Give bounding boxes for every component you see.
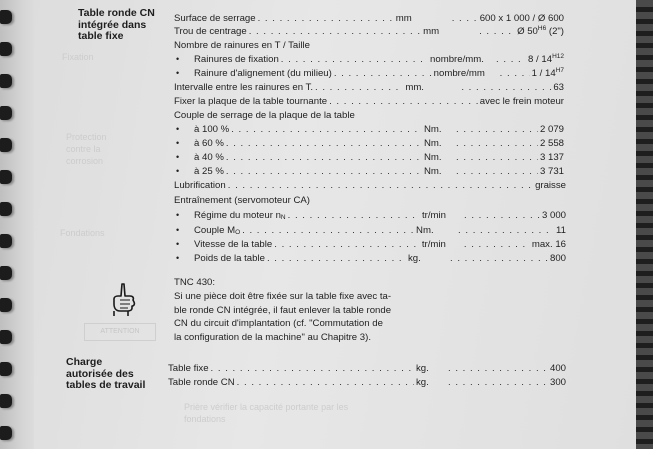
show-through-box: ATTENTION [84, 323, 156, 341]
binding-ring [0, 170, 12, 184]
spec-row-couple-m: Couple $M_O$ . . . Nm. . . . 11 [194, 224, 566, 237]
binding-ring [0, 10, 12, 24]
spec-row-rainure-alignement: Rainure d'alignement (du milieu) . . . nombre/mm . . . $1 / 14^{H7}$ [194, 67, 564, 80]
binding-ring [0, 42, 12, 56]
spec-heading-couple: Couple de serrage de la plaque de la table [174, 110, 355, 121]
spec-row-fixer: Fixer la plaque de la table tournante . . . avec le frein moteur [174, 95, 564, 108]
spec-heading-entrainement: Entraînement (servomoteur CA) [174, 195, 310, 206]
binding-ring [0, 362, 12, 376]
binding-ring [0, 234, 12, 248]
spec-row-vitesse: Vitesse de la table . . . tr/min . . . max. 16 [194, 238, 566, 251]
spec-heading-rainures: Nombre de rainures en T / Taille [174, 40, 310, 51]
bullet: • [176, 253, 180, 263]
background-strip [636, 0, 653, 449]
bullet: • [176, 225, 180, 235]
show-through-text: fondations [184, 414, 226, 424]
bullet: • [176, 124, 180, 134]
spiral-binding [0, 0, 34, 449]
binding-ring [0, 202, 12, 216]
show-through-text: Protection [66, 132, 107, 142]
bullet: • [176, 166, 180, 176]
bullet: • [176, 210, 180, 220]
charge-row-table-fixe: Table fixe . . . kg. . . . 400 [168, 362, 566, 375]
binding-ring [0, 138, 12, 152]
bullet: • [176, 239, 180, 249]
show-through-text: corrosion [66, 156, 104, 166]
section-heading-charge: Charge autorisée des tables de travail [66, 356, 146, 391]
binding-ring [0, 266, 12, 280]
spec-row-lubrification: Lubrification . . . graisse [174, 179, 566, 192]
charge-row-table-ronde: Table ronde CN . . . kg. . . . 300 [168, 376, 566, 389]
binding-ring [0, 298, 12, 312]
show-through-text: Fondations [60, 228, 105, 238]
spec-row-rainures-fixation: Rainures de fixation . . . nombre/mm. . . . $8 / 14^{H12}$ [194, 53, 564, 66]
spec-row-couple: à 25 % . . . Nm. . . . 3 731 [194, 165, 564, 178]
note-text: Si une pièce doit être fixée sur la table fixe avec ta- ble ronde CN intégrée, il faut enlever la table ronde CN du circuit d'implantation (cf. "Commutation de la configuration de la machine" au Chapitre 3). [174, 291, 392, 343]
bullet: • [176, 152, 180, 162]
show-through-text: contre la [66, 144, 101, 154]
show-through-text: Prière vérifier la capacité portante par les [184, 402, 349, 412]
bullet: • [176, 54, 180, 64]
spec-row-intervalle: Intervalle entre les rainures en T. . . . mm. . . . 63 [174, 81, 564, 94]
spec-row-couple: à 100 % . . . Nm. . . . 2 079 [194, 123, 564, 136]
spec-row-couple: à 60 % . . . Nm. . . . 2 558 [194, 137, 564, 150]
spec-row-trou: Trou de centrage . . . mm . . . Ø $50^{H6}$ (2") [174, 25, 564, 38]
binding-ring [0, 106, 12, 120]
binding-ring [0, 394, 12, 408]
spec-row-surface: Surface de serrage . . . mm . . . 600 x 1 000 / Ø 600 [174, 12, 564, 25]
binding-ring [0, 74, 12, 88]
spec-row-poids: Poids de la table . . . kg. . . . 800 [194, 252, 566, 265]
spec-row-couple: à 40 % . . . Nm. . . . 3 137 [194, 151, 564, 164]
note-title: TNC 430: [174, 277, 216, 288]
pointing-hand-icon [108, 282, 138, 316]
bullet: • [176, 138, 180, 148]
bullet: • [176, 68, 180, 78]
section-heading-table-ronde: Table ronde CN intégrée dans table fixe [78, 7, 155, 42]
spec-row-regime: Régime du moteur $n_N$ . . . tr/min . . . 3 000 [194, 209, 566, 222]
binding-ring [0, 426, 12, 440]
show-through-text: Fixation [62, 52, 94, 62]
binding-ring [0, 330, 12, 344]
